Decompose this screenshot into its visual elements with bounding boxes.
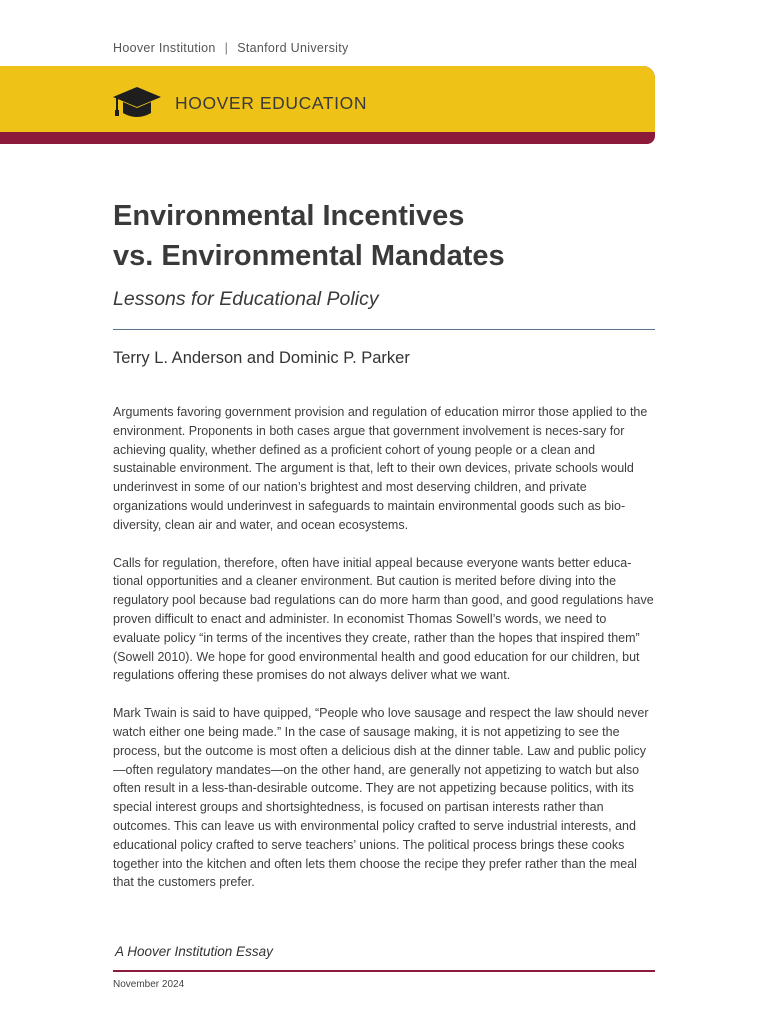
article-subtitle: Lessons for Educational Policy bbox=[113, 288, 379, 310]
article-body bbox=[113, 403, 655, 911]
article-title bbox=[113, 196, 505, 276]
essay-label: A Hoover Institution Essay bbox=[115, 944, 273, 959]
authors-line: Terry L. Anderson and Dominic P. Parker bbox=[113, 349, 410, 367]
paragraph-3: Mark Twain is said to have quipped, “People who love sausage and respect the law should never watch either one being made.” In the case of sausage making, it is not appetizing to see the process, but the outcome is most often a delicious dish at the dinner table. Law and public policy—often regulatory mandates—on the other hand, are generally not appetizing to watch but also often result in a less-than-desirable outcome. They are not appetizing because politics, with its special interest groups and shortsightedness, is focused on partisan interests rather than outcomes. This can leave us with environmental policy crafted to serve industrial interests, and educational policy crafted to serve teachers’ unions. The political process brings these cooks together into the kitchen and often lets them choose the recipe they prefer rather than the meal that the customers prefer. bbox=[113, 706, 649, 890]
banner-yellow-band bbox=[0, 66, 655, 132]
graduation-cap-icon bbox=[112, 86, 162, 120]
footer-divider bbox=[113, 970, 655, 972]
institution-name: Hoover Institution bbox=[113, 41, 216, 55]
banner-title: HOOVER EDUCATION bbox=[175, 93, 368, 113]
publisher-line bbox=[113, 41, 349, 55]
title-line-1: Environmental Incentives bbox=[113, 200, 465, 232]
university-name: Stanford University bbox=[237, 41, 349, 55]
publication-date: November 2024 bbox=[113, 979, 185, 990]
title-line-2: vs. Environmental Mandates bbox=[113, 240, 505, 272]
separator: | bbox=[224, 41, 229, 55]
hoover-education-banner bbox=[0, 66, 655, 144]
paragraph-1: Arguments favoring government provision and regulation of education mirror those applied to the environment. Proponents in both cases argue that government involvement is neces-sary for achieving quality, whether defined as a proficient cohort of young people or a clean and sustainable environment. The argument is that, left to their own devices, private schools would underinvest in some of our nation’s brightest and most deserving children, and private organizations would underinvest in safeguards to maintain environmental goods such as bio-diversity, clean air and water, and ocean ecosystems. bbox=[113, 405, 648, 532]
title-divider bbox=[113, 329, 655, 330]
paragraph-2: Calls for regulation, therefore, often have initial appeal because everyone wants better educa-tional opportunities and a cleaner environment. But caution is merited before diving into the regulatory pool because bad regulations can do more harm than good, and good regulations have proven difficult to enact and administer. In economist Thomas Sowell’s words, we need to evaluate policy “in terms of the incentives they create, rather than the hopes that inspired them” (Sowell 2010). We hope for good environmental health and good education for our children, but regulations offering these promises do not always deliver what we want. bbox=[113, 555, 654, 683]
